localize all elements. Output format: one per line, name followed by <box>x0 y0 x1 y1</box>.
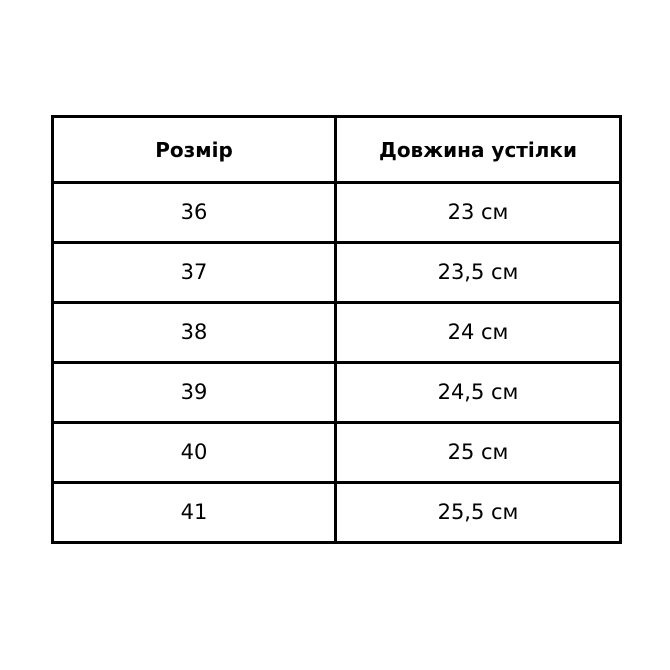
cell-size: 36 <box>53 183 336 243</box>
cell-insole-length: 25,5 см <box>336 483 621 543</box>
table-row <box>53 423 621 483</box>
cell-insole-length: 24,5 см <box>336 363 621 423</box>
cell-size: 41 <box>53 483 336 543</box>
column-header-size: Розмір <box>53 117 336 183</box>
cell-insole-length: 23 см <box>336 183 621 243</box>
column-header-insole-length: Довжина устілки <box>336 117 621 183</box>
cell-size: 37 <box>53 243 336 303</box>
cell-size: 40 <box>53 423 336 483</box>
cell-insole-length: 25 см <box>336 423 621 483</box>
cell-insole-length: 23,5 см <box>336 243 621 303</box>
table-row <box>53 483 621 543</box>
table-row <box>53 363 621 423</box>
table-row <box>53 303 621 363</box>
cell-size: 39 <box>53 363 336 423</box>
table-row <box>53 243 621 303</box>
size-chart-table <box>51 115 622 544</box>
cell-insole-length: 24 см <box>336 303 621 363</box>
table-row <box>53 183 621 243</box>
table-header-row <box>53 117 621 183</box>
cell-size: 38 <box>53 303 336 363</box>
